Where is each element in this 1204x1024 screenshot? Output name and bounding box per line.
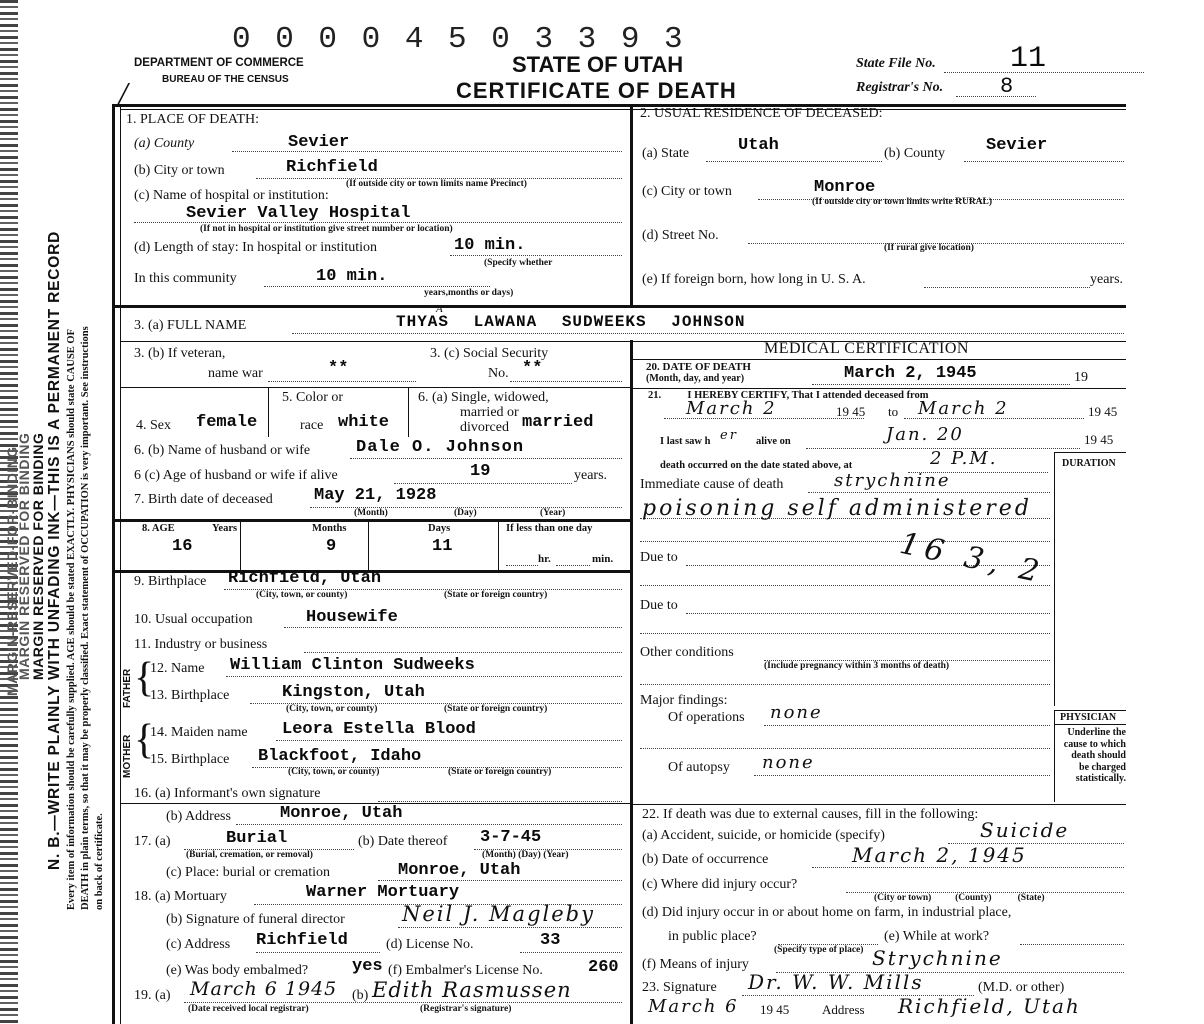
race-label: race	[300, 418, 324, 433]
father-name-value: William Clinton Sudweeks	[230, 656, 475, 675]
autopsy-value: none	[762, 752, 815, 773]
social-security-no-label: No.	[488, 366, 509, 381]
full-name-insert: A	[436, 303, 443, 315]
pod-city-value: Richfield	[286, 158, 378, 177]
mortuary-value: Warner Mortuary	[306, 883, 460, 902]
burial-place-value: Monroe, Utah	[398, 861, 521, 880]
margin-binding-text-2: MARGIN RESERVED FOR BINDING	[16, 432, 32, 680]
mother-side-label: MOTHER	[122, 734, 133, 778]
alive-on-label: alive on	[756, 436, 791, 447]
due-to-label-1: Due to	[640, 550, 678, 565]
certificate-title: CERTIFICATE OF DEATH	[456, 78, 737, 103]
received-date-value: March 6 1945	[190, 978, 338, 1000]
age-hr-label: hr.	[538, 553, 551, 565]
father-birthplace-label: 13. Birthplace	[150, 688, 230, 703]
res-city-label: (c) City or town	[642, 184, 732, 199]
burial-date-note: (Month) (Day) (Year)	[482, 850, 569, 860]
pod-community-note: years,months or days)	[424, 288, 514, 298]
where-note: (City or town) (County) (State)	[874, 893, 1045, 903]
attended-to: March 2	[918, 398, 1009, 419]
mortuary-address-value: Richfield	[256, 931, 348, 950]
occupation-label: 10. Usual occupation	[134, 612, 253, 627]
funeral-director-label: (b) Signature of funeral director	[166, 912, 345, 927]
last-saw-value: Jan. 20	[886, 424, 964, 445]
marital-label-2: married or	[460, 405, 519, 420]
specify-place-note: (Specify type of place)	[774, 945, 864, 955]
age-label: 8. AGE	[142, 523, 175, 534]
veteran-war-label: name war	[208, 366, 263, 381]
birth-month-note: (Month)	[354, 508, 388, 518]
spouse-age-value: 19	[470, 462, 491, 481]
age-months-value: 9	[326, 537, 337, 556]
age-days-value: 11	[432, 537, 453, 556]
age-months-label: Months	[312, 523, 347, 534]
last-saw-year: 19 45	[1084, 432, 1114, 447]
last-saw-her: er	[720, 428, 738, 443]
pen-mark: /	[118, 76, 128, 113]
margin-instructions-1: Every item of information should be carefully supplied. AGE should be stated EXACTLY. PHYSICIANS should state CAUSE OF	[66, 329, 77, 910]
pod-hospital-label: (c) Name of hospital or institution:	[134, 188, 329, 203]
father-birthplace-note-state: (State or foreign country)	[444, 704, 548, 714]
margin-binding-text-1: MARGIN-RESERVED-FOR-BINDING	[4, 446, 20, 696]
res-county-value: Sevier	[986, 136, 1048, 155]
funeral-director-signature: Neil J. Magleby	[402, 902, 595, 926]
res-foreign-suffix: years.	[1090, 272, 1124, 287]
veteran-label: 3. (b) If veteran,	[134, 346, 226, 361]
age-years-label: Years	[212, 523, 238, 534]
informant-label: 16. (a) Informant's own signature	[134, 786, 321, 801]
last-saw-label: I last saw h	[660, 436, 711, 447]
attended-to-year: 19 45	[1088, 404, 1118, 419]
birthplace-note-city: (City, town, or county)	[256, 590, 348, 600]
operations-label: Of operations	[668, 710, 745, 725]
occupation-value: Housewife	[306, 608, 398, 627]
margin-instructions-3: on back of certificate.	[94, 813, 105, 910]
registrar-note: (Registrar's signature)	[420, 1004, 512, 1014]
work-label: (e) While at work?	[884, 929, 990, 944]
occurrence-label: (b) Date of occurrence	[642, 852, 769, 867]
birth-date-label: 7. Birth date of deceased	[134, 492, 273, 507]
accident-value: Suicide	[980, 818, 1070, 842]
father-name-label: 12. Name	[150, 661, 205, 676]
attended-from-year: 19 45	[836, 404, 866, 419]
registrar-number-label: Registrar's No.	[856, 80, 944, 95]
other-conditions-label: Other conditions	[640, 645, 734, 660]
pod-stay-value: 10 min.	[454, 236, 526, 255]
department-label: DEPARTMENT OF COMMERCE	[134, 57, 304, 69]
marital-label-3: divorced	[460, 420, 509, 435]
mother-name-value: Leora Estella Blood	[282, 720, 476, 739]
signature-address-value: Richfield, Utah	[898, 994, 1081, 1018]
md-label: (M.D. or other)	[978, 980, 1065, 995]
pod-county-label: (a) County	[134, 136, 195, 151]
industry-label: 11. Industry or business	[134, 637, 268, 652]
signature-address-label: Address	[822, 1002, 865, 1017]
margin-instructions-2: DEATH in plain terms, so that it may be properly classified. Exact statement of OCCUPATION is very important. See instructions	[80, 326, 91, 910]
burial-date-value: 3-7-45	[480, 828, 542, 847]
occurred-value: 2 P.M.	[930, 448, 998, 469]
residence-heading: 2. USUAL RESIDENCE OF DECEASED:	[640, 106, 883, 121]
death-date-value: March 2, 1945	[844, 364, 977, 383]
state-title: STATE OF UTAH	[512, 52, 684, 77]
burial-place-label: (c) Place: burial or cremation	[166, 865, 331, 880]
means-value: Strychnine	[872, 946, 1003, 970]
age-years-value: 16	[172, 537, 193, 556]
pod-hospital-note: (If not in hospital or institution give street number or location)	[200, 224, 453, 234]
birth-year-note: (Year)	[540, 508, 566, 518]
immediate-cause-label: Immediate cause of death	[640, 477, 784, 492]
informant-address-value: Monroe, Utah	[280, 804, 403, 823]
license-value: 33	[540, 931, 561, 950]
occurrence-value: March 2, 1945	[852, 843, 1027, 867]
where-label: (c) Where did injury occur?	[642, 877, 798, 892]
signature-label: 23. Signature	[642, 980, 717, 995]
birth-date-value: May 21, 1928	[314, 486, 437, 505]
embalmed-value: yes	[352, 957, 383, 976]
mother-birthplace-value: Blackfoot, Idaho	[258, 747, 422, 766]
registrar-signature: Edith Rasmussen	[372, 978, 572, 1002]
means-label: (f) Means of injury	[642, 957, 749, 972]
embalmed-label: (e) Was body embalmed?	[166, 963, 309, 978]
spouse-age-suffix: years.	[574, 468, 608, 483]
pod-community-label: In this community	[134, 271, 237, 286]
external-heading: 22. If death was due to external causes, fill in the following:	[642, 807, 979, 822]
burial-date-label: (b) Date thereof	[358, 834, 448, 849]
age-days-label: Days	[428, 523, 451, 534]
operations-value: none	[770, 702, 823, 723]
birthplace-value: Richfield, Utah	[228, 569, 382, 588]
full-name-label: 3. (a) FULL NAME	[134, 318, 247, 333]
physician-label: PHYSICIAN	[1060, 712, 1117, 723]
pod-stay-note: (Specify whether	[484, 258, 553, 268]
certify-label: 21. I HEREBY CERTIFY, That I attended deceased from	[648, 390, 929, 401]
burial-note: (Burial, cremation, or removal)	[186, 850, 313, 860]
mortuary-label: 18. (a) Mortuary	[134, 889, 227, 904]
pod-hospital-value: Sevier Valley Hospital	[186, 204, 411, 223]
mother-birthplace-note-state: (State or foreign country)	[448, 767, 552, 777]
home-label: (d) Did injury occur in or about home on farm, in industrial place,	[642, 905, 1012, 920]
attended-to-label: to	[888, 404, 899, 419]
pod-stay-label: (d) Length of stay: In hospital or institution	[134, 240, 378, 255]
spouse-age-label: 6 (c) Age of husband or wife if alive	[134, 468, 338, 483]
received-label: 19. (a)	[134, 988, 171, 1003]
immediate-cause-value-2: poisoning self administered	[642, 496, 1032, 521]
physician-signature: Dr. W. W. Mills	[748, 970, 924, 994]
marital-value: married	[522, 413, 594, 432]
attended-from: March 2	[686, 398, 777, 419]
social-security-value: **	[522, 359, 543, 378]
marital-label-1: 6. (a) Single, widowed,	[418, 390, 549, 405]
full-name-value: THYAS LAWANA SUDWEEKS JOHNSON	[396, 313, 746, 331]
mother-bracket: {	[134, 717, 155, 763]
immediate-cause-value: strychnine	[834, 470, 951, 491]
embalmer-license-value: 260	[588, 958, 619, 977]
sex-label: 4. Sex	[136, 418, 171, 433]
death-date-suffix: 19	[1074, 370, 1088, 385]
social-security-label: 3. (c) Social Security	[430, 346, 549, 361]
mortuary-address-label: (c) Address	[166, 937, 231, 952]
due-to-label-2: Due to	[640, 598, 678, 613]
cause-codes: 16 3, 2	[896, 526, 1048, 591]
registrar-number: 8	[1000, 74, 1014, 99]
spouse-value: Dale O. Johnson	[356, 438, 525, 457]
death-date-label: 20. DATE OF DEATH	[646, 361, 751, 373]
other-conditions-note: (Include pregnancy within 3 months of death)	[764, 661, 950, 671]
res-street-label: (d) Street No.	[642, 228, 719, 243]
sex-value: female	[196, 413, 258, 432]
public-place-label: in public place?	[668, 929, 757, 944]
pod-city-label: (b) City or town	[134, 163, 225, 178]
father-bracket: {	[134, 655, 155, 701]
age-min-label: min.	[592, 553, 614, 565]
embalmer-license-label: (f) Embalmer's License No.	[388, 963, 543, 978]
autopsy-label: Of autopsy	[668, 760, 730, 775]
age-lt-day-label: If less than one day	[506, 523, 593, 534]
father-birthplace-value: Kingston, Utah	[282, 683, 425, 702]
burial-label: 17. (a)	[134, 834, 171, 849]
occurred-label: death occurred on the date stated above, at	[660, 460, 853, 471]
physician-note: Underline the cause to which death should be charged statistically.	[1063, 727, 1126, 784]
mother-name-label: 14. Maiden name	[150, 725, 248, 740]
bureau-label: BUREAU OF THE CENSUS	[162, 74, 289, 85]
medical-heading: MEDICAL CERTIFICATION	[764, 340, 969, 357]
birthplace-label: 9. Birthplace	[134, 574, 207, 589]
informant-address-label: (b) Address	[166, 809, 231, 824]
birth-day-note: (Day)	[454, 508, 477, 518]
signature-year: 19 45	[760, 1002, 790, 1017]
res-city-value: Monroe	[814, 178, 876, 197]
mother-birthplace-note-city: (City, town, or county)	[288, 767, 380, 777]
registrar-signature-label: (b)	[352, 988, 369, 1003]
burial-value: Burial	[226, 829, 288, 848]
mother-birthplace-label: 15. Birthplace	[150, 752, 230, 767]
father-side-label: FATHER	[122, 668, 133, 708]
serial-number: 0 0 0 0 4 5 0 3 3 9 3	[232, 22, 686, 57]
license-label: (d) License No.	[386, 937, 474, 952]
pod-community-value: 10 min.	[316, 267, 388, 286]
place-of-death-heading: 1. PLACE OF DEATH:	[126, 112, 260, 127]
duration-label: DURATION	[1062, 458, 1116, 469]
received-note: (Date received local registrar)	[188, 1004, 309, 1014]
father-birthplace-note-city: (City, town, or county)	[286, 704, 378, 714]
state-file-label: State File No.	[856, 56, 936, 71]
res-state-label: (a) State	[642, 146, 690, 161]
pod-city-note: (If outside city or town limits name Precinct)	[346, 179, 527, 189]
pod-county-value: Sevier	[288, 133, 350, 152]
major-findings-label: Major findings:	[640, 693, 728, 708]
margin-nb-text: N. B.—WRITE PLAINLY WITH UNFADING INK—THIS IS A PERMANENT RECORD	[46, 230, 63, 870]
res-county-label: (b) County	[884, 146, 946, 161]
veteran-war-value: **	[328, 359, 349, 378]
res-state-value: Utah	[738, 136, 779, 155]
res-street-note: (If rural give location)	[884, 243, 974, 253]
color-label: 5. Color or	[282, 390, 344, 405]
margin-binding-text-3: MARGIN RESERVED FOR BINDING	[30, 432, 46, 680]
spouse-label: 6. (b) Name of husband or wife	[134, 443, 311, 458]
state-file-number: 11	[1010, 42, 1047, 76]
res-foreign-label: (e) If foreign born, how long in U. S. A.	[642, 272, 866, 287]
signature-date: March 6	[648, 996, 739, 1017]
birthplace-note-state: (State or foreign country)	[444, 590, 548, 600]
race-value: white	[338, 413, 390, 432]
res-city-note: (If outside city or town limits write RURAL)	[812, 197, 993, 207]
death-date-note: (Month, day, and year)	[646, 373, 745, 384]
accident-label: (a) Accident, suicide, or homicide (specify)	[642, 828, 885, 843]
